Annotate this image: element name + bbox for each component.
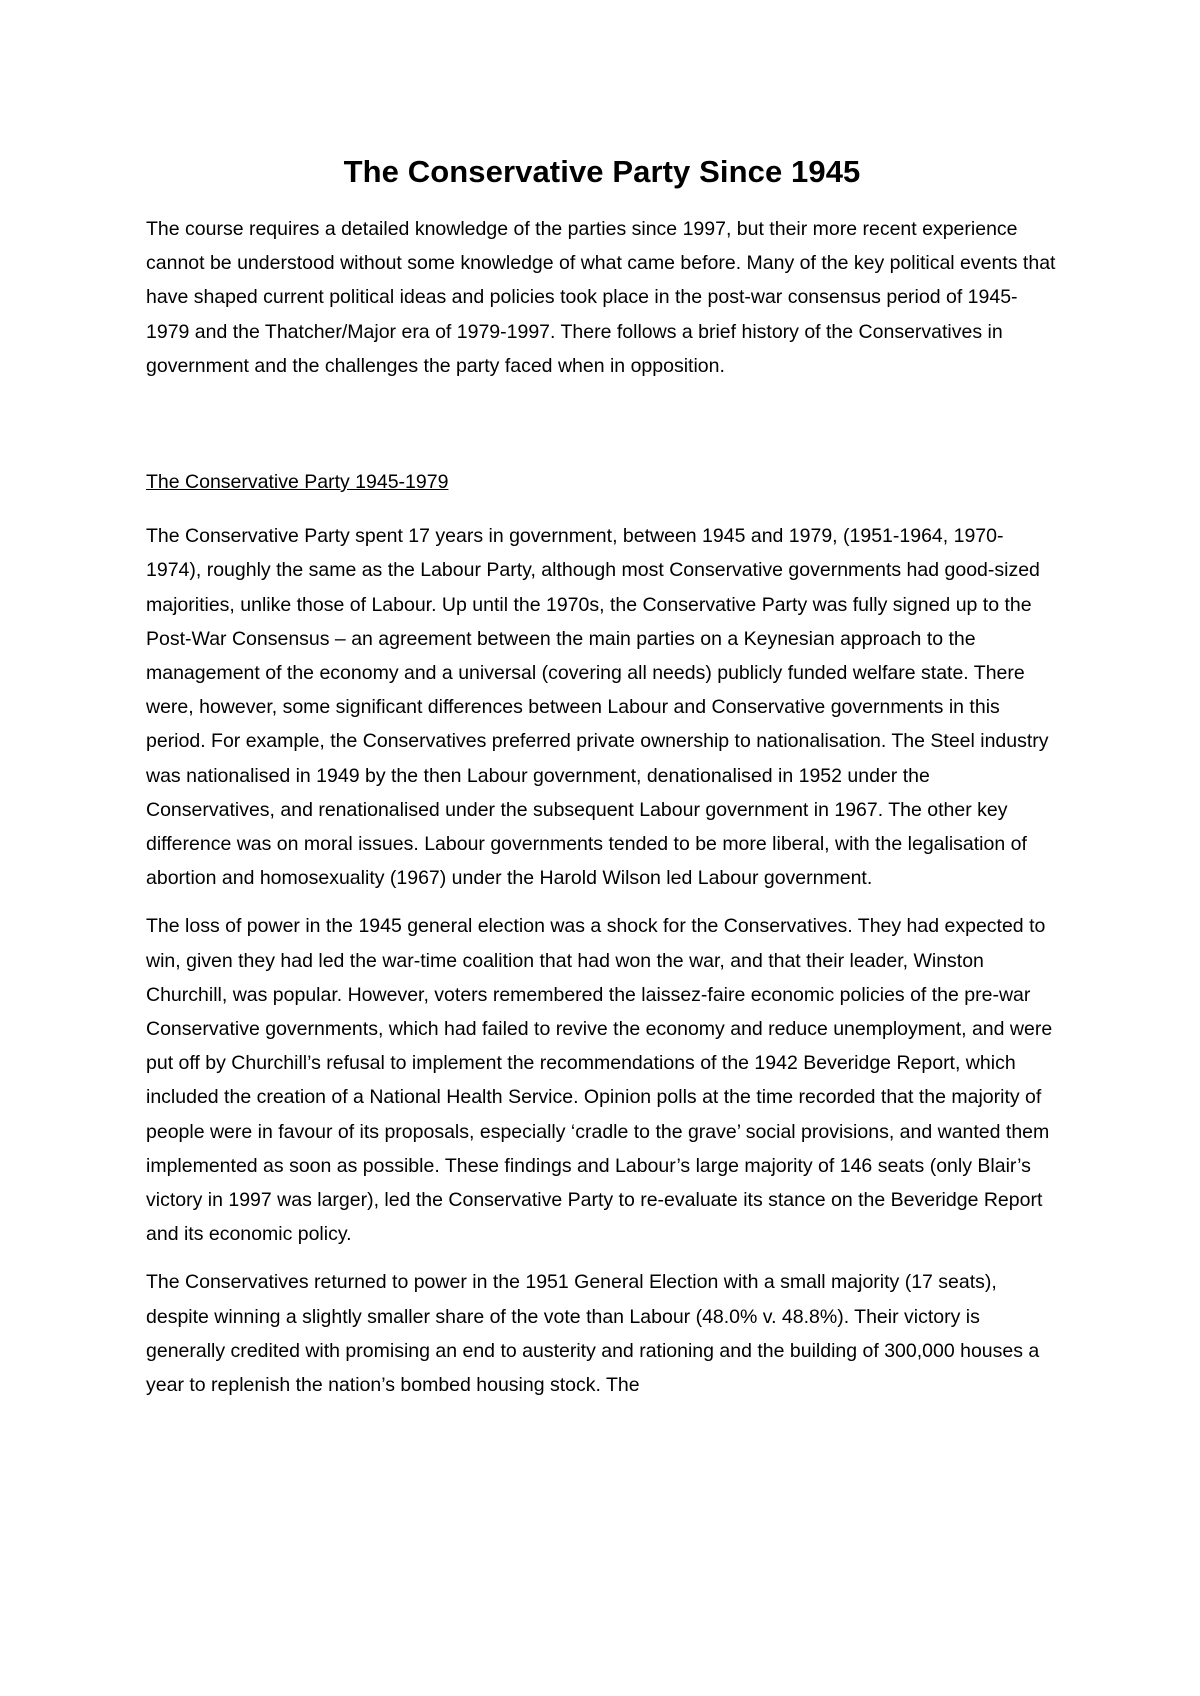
- document-body: [146, 152, 1058, 1416]
- intro-paragraph: The course requires a detailed knowledge of the parties since 1997, but their more recent experience cannot be understood without some knowledge of what came before. Many of the key political events that have shaped current political ideas and policies took place in the post-war consensus period of 1945-1979 and the Thatcher/Major era of 1979-1997. There follows a brief history of the Conservatives in government and the challenges the party faced when in opposition.: [146, 218, 1056, 377]
- body-paragraph-1: The Conservative Party spent 17 years in government, between 1945 and 1979, (1951-1964, 1970-1974), roughly the same as the Labour Party, although most Conservative governments had good-sized majorities, unlike those of Labour. Up until the 1970s, the Conservative Party was fully signed up to the Post-War Consensus – an agreement between the main parties on a Keynesian approach to the management of the economy and a universal (covering all needs) publicly funded welfare state. There were, however, some significant differences between Labour and Conservative governments in this period. For example, the Conservatives preferred private ownership to nationalisation. The Steel industry was nationalised in 1949 by the then Labour government, denationalised in 1952 under the Conservatives, and renationalised under the subsequent Labour government in 1967. The other key difference was on moral issues. Labour governments tended to be more liberal, with the legalisation of abortion and homosexuality (1967) under the Harold Wilson led Labour government.: [146, 525, 1049, 890]
- section-heading: The Conservative Party 1945-1979: [146, 471, 449, 494]
- document-title: The Conservative Party Since 1945: [343, 154, 861, 189]
- body-paragraph-3: The Conservatives returned to power in the 1951 General Election with a small majority (17 seats), despite winning a slightly smaller share of the vote than Labour (48.0% v. 48.8%). Their victory is generally credited with promising an end to austerity and rationing and the building of 300,000 houses a year to replenish the nation’s bombed housing stock. The: [146, 1271, 1040, 1397]
- body-paragraph-2: The loss of power in the 1945 general election was a shock for the Conservatives. They had expected to win, given they had led the war-time coalition that had won the war, and that their leader, Winston Churchill, was popular. However, voters remembered the laissez-faire economic policies of the pre-war Conservative governments, which had failed to revive the economy and reduce unemployment, and were put off by Churchill’s refusal to implement the recommendations of the 1942 Beveridge Report, which included the creation of a National Health Service. Opinion polls at the time recorded that the majority of people were in favour of its proposals, especially ‘cradle to the grave’ social provisions, and wanted them implemented as soon as possible. These findings and Labour’s large majority of 146 seats (only Blair’s victory in 1997 was larger), led the Conservative Party to re-evaluate its stance on the Beveridge Report and its economic policy.: [146, 915, 1053, 1246]
